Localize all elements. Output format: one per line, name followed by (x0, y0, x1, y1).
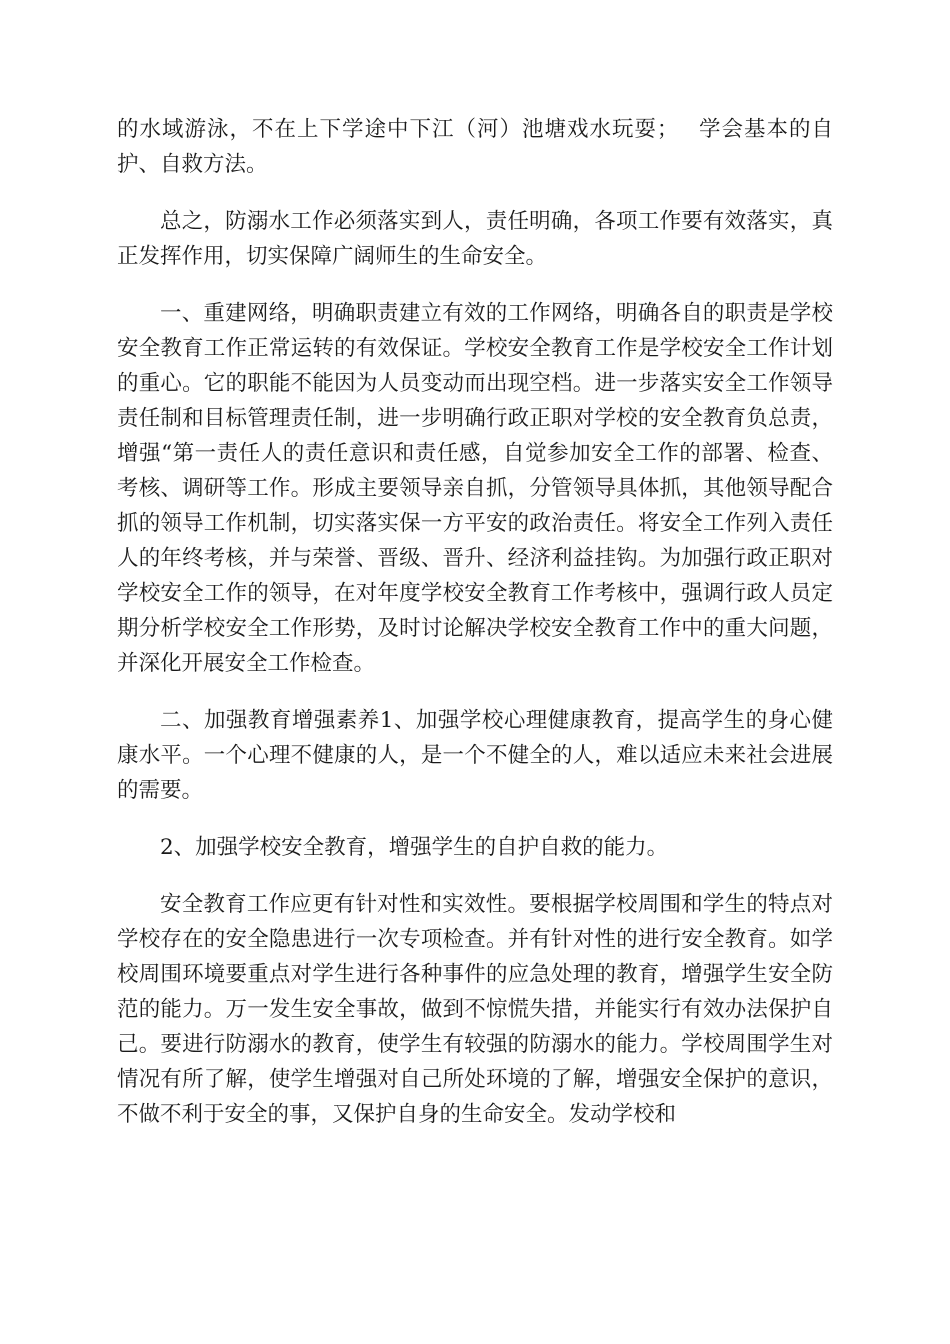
paragraph-4: 二、加强教育增强素养1、加强学校心理健康教育，提高学生的身心健康水平。一个心理不健康的人，是一个不健全的人，难以适应未来社会进展的需要。 (117, 708, 833, 803)
paragraph-5: 2、加强学校安全教育，增强学生的自护自救的能力。 (160, 835, 669, 860)
paragraph-1: 的水域游泳，不在上下学途中下江（河）池塘戏水玩耍； 学会基本的自护、自救方法。 (117, 117, 833, 177)
document-body (117, 112, 833, 1154)
paragraph-3: 一、重建网络，明确职责建立有效的工作网络，明确各自的职责是学校安全教育工作正常运转的有效保证。学校安全教育工作是学校安全工作计划的重心。它的职能不能因为人员变动而出现空档。进一步落实安全工作领导责任制和目标管理责任制，进一步明确行政正职对学校的安全教育负总责，增强“第一责任人的责任意识和责任感，自觉参加安全工作的部署、检查、考核、调研等工作。形成主要领导亲自抓，分管领导具体抓，其他领导配合抓的领导工作机制，切实落实保一方平安的政治责任。将安全工作列入责任人的年终考核，并与荣誉、晋级、晋升、经济利益挂钩。为加强行政正职对学校安全工作的领导，在对年度学校安全教育工作考核中，强调行政人员定期分析学校安全工作形势，及时讨论解决学校安全教育工作中的重大问题，并深化开展安全工作检查。 (117, 301, 833, 676)
paragraph-6: 安全教育工作应更有针对性和实效性。要根据学校周围和学生的特点对学校存在的安全隐患进行一次专项检查。并有针对性的进行安全教育。如学校周围环境要重点对学生进行各种事件的应急处理的教育，增强学生安全防范的能力。万一发生安全事故，做到不惊慌失措，并能实行有效办法保护自己。要进行防溺水的教育，使学生有较强的防溺水的能力。学校周围学生对情况有所了解，使学生增强对自己所处环境的了解，增强安全保护的意识，不做不利于安全的事，又保护自身的生命安全。发动学校和 (117, 892, 833, 1127)
paragraph-2: 总之，防溺水工作必须落实到人，责任明确，各项工作要有效落实，真正发挥作用，切实保障广阔师生的生命安全。 (117, 209, 833, 269)
